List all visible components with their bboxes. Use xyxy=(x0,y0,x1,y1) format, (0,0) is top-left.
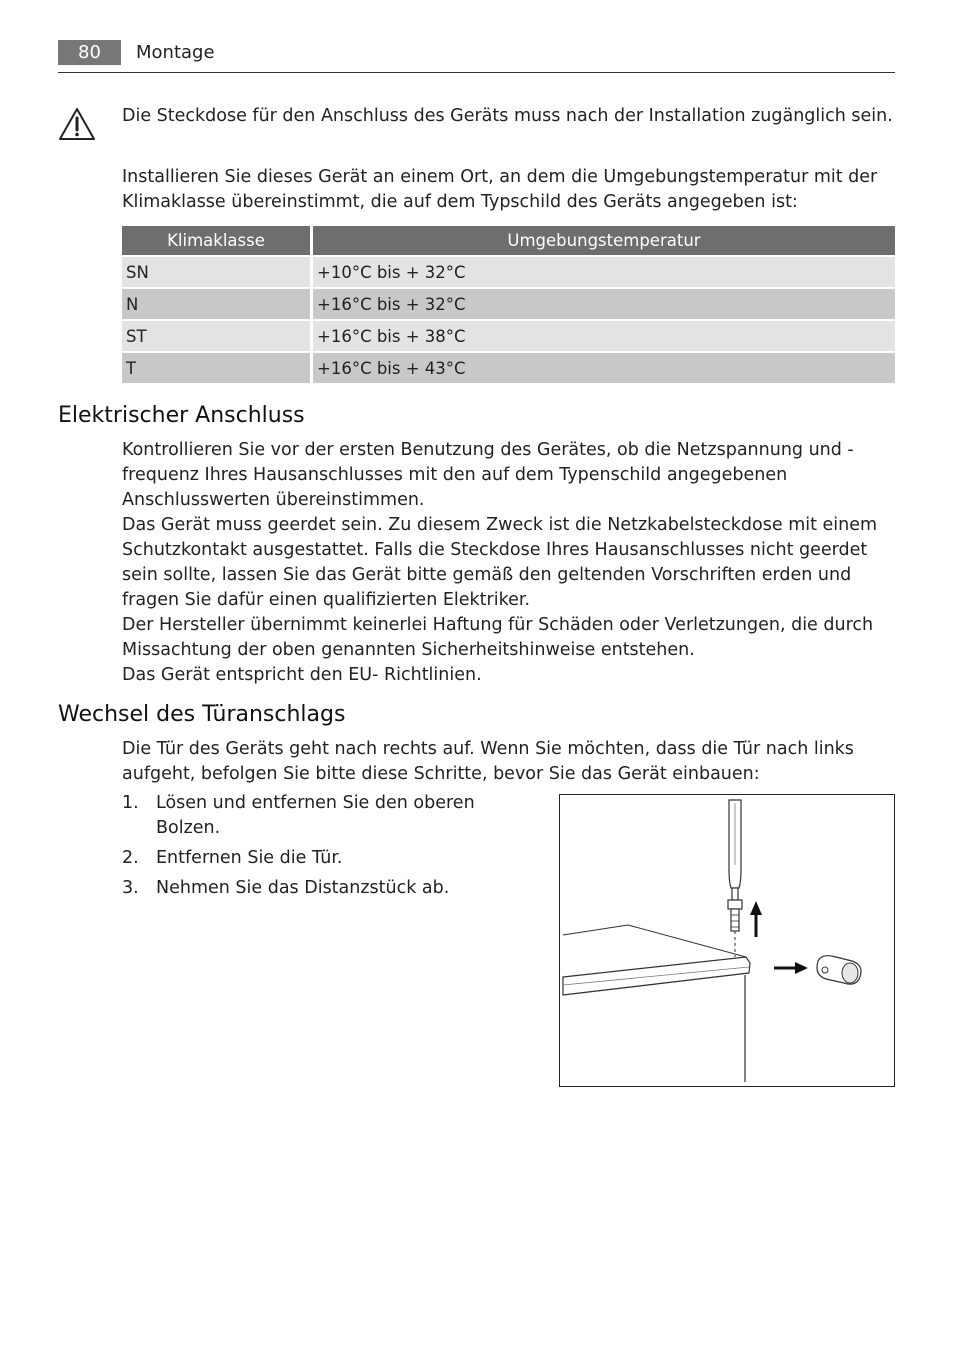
list-item xyxy=(122,791,512,841)
step-number: 3. xyxy=(122,878,139,898)
warning-triangle-icon xyxy=(58,107,96,141)
door-heading: Wechsel des Türanschlags xyxy=(58,702,346,727)
electrical-paragraph: Das Gerät entspricht den EU- Richtlinien. xyxy=(122,665,482,685)
table-row xyxy=(122,257,895,287)
table-cell: SN xyxy=(122,257,313,287)
list-item xyxy=(122,876,512,901)
intro-paragraph: Installieren Sie dieses Gerät an einem Ort, an dem die Umgebungstemperatur mit der Klimaklasse übereinstimmt, die auf dem Typschild des Geräts angegeben ist: xyxy=(122,167,878,212)
electrical-paragraph: Der Hersteller übernimmt keinerlei Haftung für Schäden oder Verletzungen, die durch Missachtung der oben genannten Sicherheitshinweise entstehen. xyxy=(122,615,874,660)
list-item xyxy=(122,846,512,871)
table-cell: +16°C bis + 43°C xyxy=(313,353,895,383)
table-cell: ST xyxy=(122,321,313,351)
table-row xyxy=(122,321,895,351)
step-number: 2. xyxy=(122,848,139,868)
step-text: Nehmen Sie das Distanzstück ab. xyxy=(156,878,450,898)
hinge-drawing xyxy=(560,795,894,1086)
table-cell: +16°C bis + 38°C xyxy=(313,321,895,351)
warning-text: Die Steckdose für den Anschluss des Geräts muss nach der Installation zugänglich sein. xyxy=(122,106,893,126)
table-row xyxy=(122,353,895,383)
page-number: 80 xyxy=(58,40,121,65)
door-hinge-illustration xyxy=(559,794,895,1087)
step-number: 1. xyxy=(122,793,139,813)
section-name: Montage xyxy=(136,42,215,63)
page-header xyxy=(58,40,895,73)
door-steps-list xyxy=(122,791,512,906)
table-cell: T xyxy=(122,353,313,383)
column-header: Umgebungstemperatur xyxy=(313,226,895,255)
climate-class-table xyxy=(122,224,895,385)
step-text: Entfernen Sie die Tür. xyxy=(156,848,343,868)
electrical-paragraph: Kontrollieren Sie vor der ersten Benutzung des Gerätes, ob die Netzspannung und -frequenz Ihres Hausanschlusses mit den auf dem Typenschild angegebenen Anschlusswerten übereinstimmen. xyxy=(122,440,854,510)
electrical-heading: Elektrischer Anschluss xyxy=(58,403,305,428)
table-row xyxy=(122,289,895,319)
table-header-row xyxy=(122,226,895,255)
table-cell: +16°C bis + 32°C xyxy=(313,289,895,319)
step-text: Lösen und entfernen Sie den oberen Bolzen. xyxy=(156,793,475,838)
door-intro: Die Tür des Geräts geht nach rechts auf. Wenn Sie möchten, dass die Tür nach links aufgeht, befolgen Sie bitte diese Schritte, bevor Sie das Gerät einbauen: xyxy=(122,739,854,784)
electrical-paragraph: Das Gerät muss geerdet sein. Zu diesem Zweck ist die Netzkabelsteckdose mit einem Schutzkontakt ausgestattet. Falls die Steckdose Ihres Hausanschlusses nicht geerdet sein sollte, lassen Sie das Gerät bitte gemäß den geltenden Vorschriften erden und fragen Sie dafür einen qualifizierten Elektriker. xyxy=(122,515,878,610)
column-header: Klimaklasse xyxy=(122,226,313,255)
table-cell: N xyxy=(122,289,313,319)
table-cell: +10°C bis + 32°C xyxy=(313,257,895,287)
